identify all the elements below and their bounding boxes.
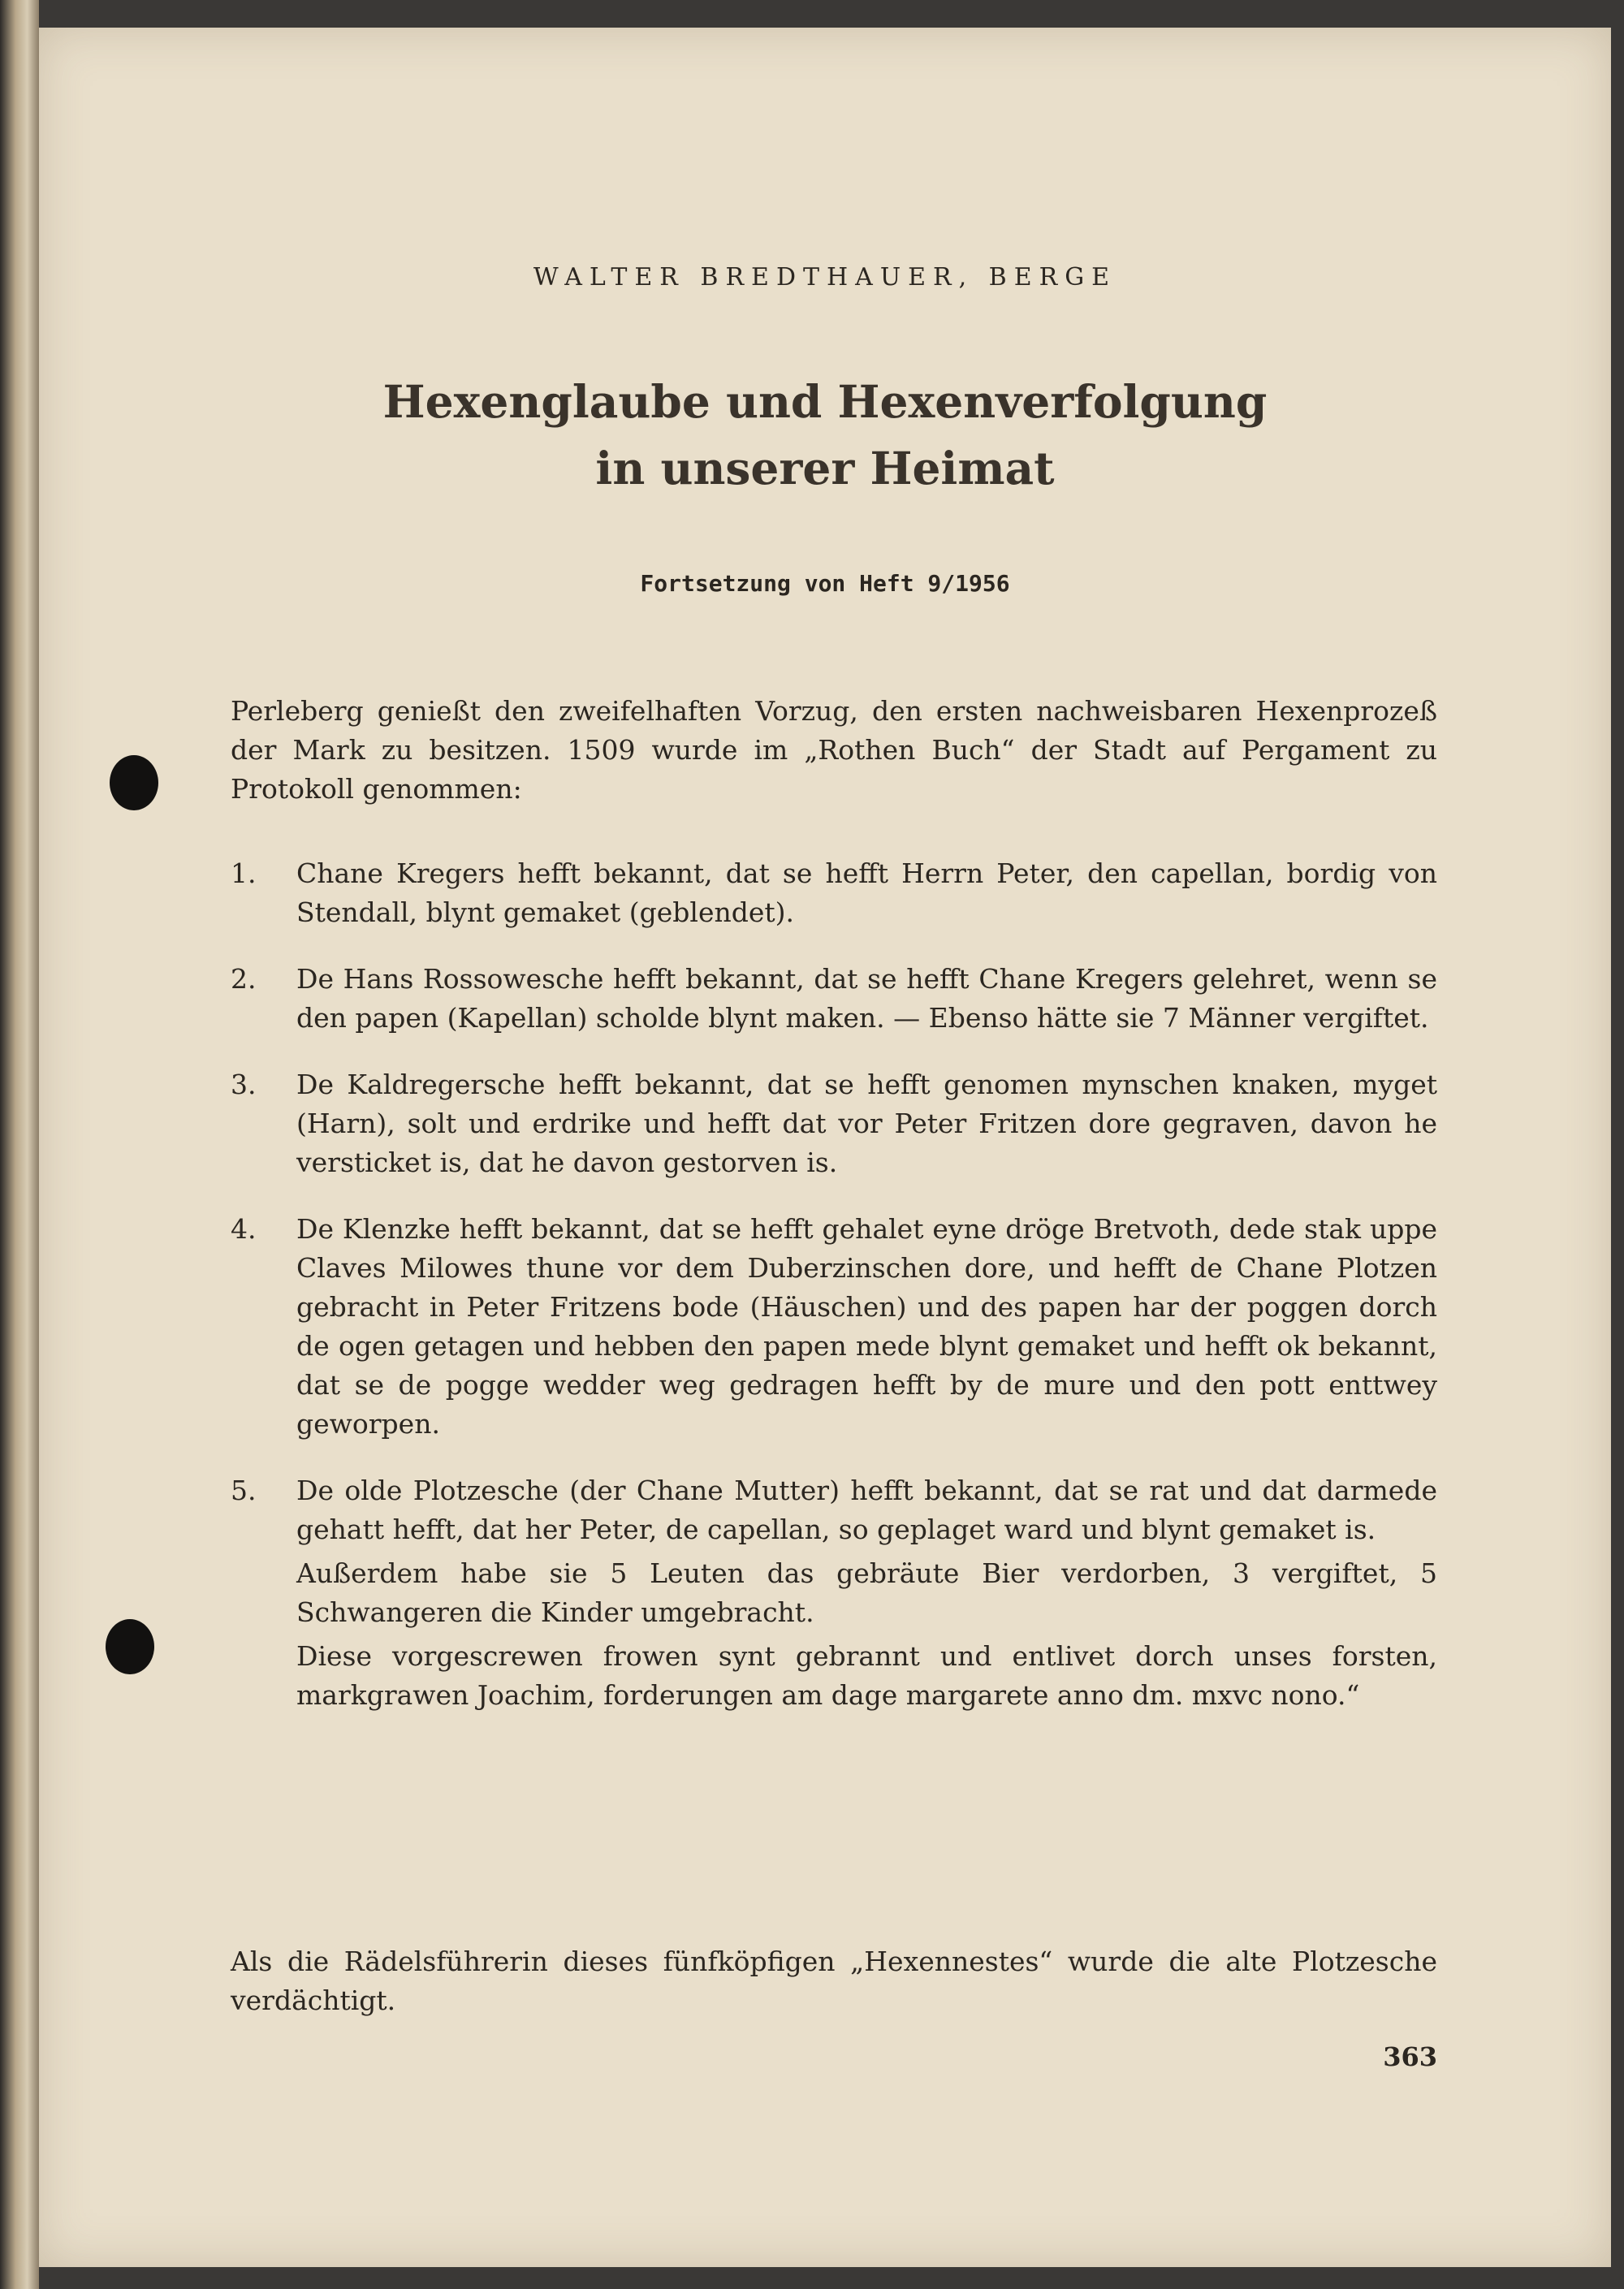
intro-paragraph: Perleberg genießt den zweifelhaften Vorzug, den ersten nachweisbaren Hexenprozeß der Mark zu besitzen. 1509 wurde im „Rothen Buch“ der Stadt auf Pergament zu Protokoll genommen: (231, 695, 1437, 805)
item-text: Außerdem habe sie 5 Leuten das gebräute Bier verdorben, 3 vergiftet, 5 Schwangeren die Kinder umgebracht. (296, 1557, 1437, 1628)
punch-hole (110, 755, 158, 810)
list-item (231, 1471, 1437, 1715)
book-page (39, 28, 1611, 2267)
item-text: Diese vorgescrewen frowen synt gebrannt und entlivet dorch unses forsten, markgrawen Joachim, forderungen am dage margarete anno dm. mxvc nono.“ (296, 1640, 1437, 1711)
item-number: 2. (231, 963, 257, 995)
item-text: De Hans Rossowesche hefft bekannt, dat se hefft Chane Kregers gelehret, wenn se den papen (Kapellan) scholde blynt maken. — Ebenso hätte sie 7 Männer vergiftet. (296, 963, 1437, 1034)
item-text: Chane Kregers hefft bekannt, dat se hefft Herrn Peter, den capellan, bordig von Stendall, blynt gemaket (geblendet). (296, 857, 1437, 928)
book-binding-edge (0, 0, 39, 2289)
title-line-1: Hexenglaube und Hexenverfolgung (382, 375, 1268, 428)
page-number: 363 (1383, 2041, 1437, 2072)
article-title (39, 369, 1611, 502)
protocol-list (231, 854, 1437, 1743)
item-number: 1. (231, 857, 257, 889)
item-text: De olde Plotzesche (der Chane Mutter) hefft bekannt, dat se rat und dat darmede gehatt hefft, dat her Peter, de capellan, so geplaget ward und blynt gemaket is. (296, 1475, 1437, 1545)
list-item (231, 1210, 1437, 1444)
item-number: 4. (231, 1213, 257, 1245)
item-number: 5. (231, 1475, 257, 1506)
list-item (231, 960, 1437, 1038)
list-item (231, 854, 1437, 932)
closing-paragraph: Als die Rädelsführerin dieses fünfköpfigen „Hexennestes“ wurde die alte Plotzesche verdächtigt. (231, 1946, 1437, 2016)
item-text: De Klenzke hefft bekannt, dat se hefft gehalet eyne dröge Bretvoth, dede stak uppe Claves Milowes thune vor dem Duberzinschen dore, und hefft de Chane Plotzen gebracht in Peter Fritzens bode (Häuschen) und des papen har der poggen dorch de ogen getagen und hebben den papen mede blynt gemaket und hefft ok bekannt, dat se de pogge wedder weg gedragen hefft by de mure und den pott enttwey geworpen. (296, 1213, 1437, 1440)
list-item (231, 1065, 1437, 1182)
author-line: WALTER BREDTHAUER, BERGE (533, 263, 1117, 292)
punch-hole (106, 1619, 154, 1674)
item-text: De Kaldregersche hefft bekannt, dat se hefft genomen mynschen knaken, myget (Harn), solt und erdrike und hefft dat vor Peter Fritzen dore gegraven, davon he versticket is, dat he davon gestorven is. (296, 1069, 1437, 1178)
title-line-2: in unserer Heimat (595, 442, 1055, 495)
continuation-note: Fortsetzung von Heft 9/1956 (640, 570, 1010, 597)
item-number: 3. (231, 1069, 257, 1100)
